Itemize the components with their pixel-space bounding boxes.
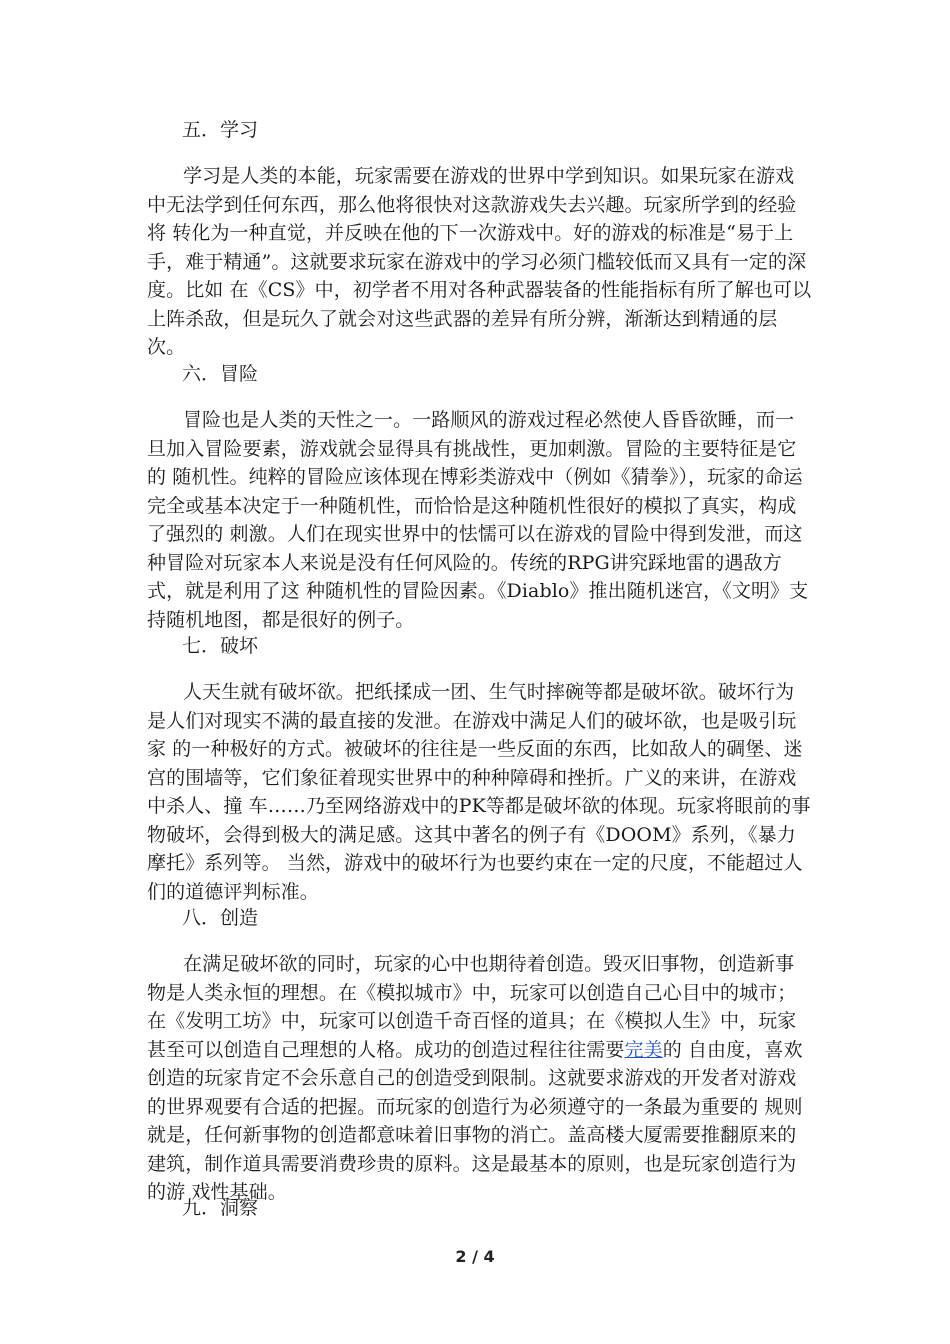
creation-text-before-link: 在满足破坏欲的同时，玩家的心中也期待着创造。毁灭旧事物，创造新事物是人类永恒的理想。在《模拟城市》中，玩家可以创造自己心目中的城市；在《发明工坊》中，玩家可以创造千奇百怪的道具；在《模拟人生》中，玩家甚至可以创造自己理想的人格。成功的创造过程往往需要: [147, 953, 797, 1061]
section-heading-adventure: 六．冒险: [182, 363, 259, 385]
section-paragraph-destruction: 人天生就有破坏欲。把纸揉成一团、生气时摔碗等都是破坏欲。破坏行为是人们对现实不满的最直接的发泄。在游戏中满足人们的破坏欲，也是吸引玩家 的一种极好的方式。被破坏的往往是一些反面的东西，比如敌人的碉堡、迷宫的围墙等，它们象征着现实世界中的种种障碍和挫折。广义的来讲，在游戏中杀人、撞 车……乃至网络游戏中的PK等都是破坏欲的体现。玩家将眼前的事物破坏，会得到极大的满足感。这其中著名的例子有《DOOM》系列，《暴力摩托》系列等。 当然，游戏中的破坏行为也要约束在一定的尺度，不能超过人们的道德评判标准。: [147, 681, 811, 903]
section-heading-learning: 五．学习: [182, 119, 259, 141]
section-paragraph-learning: 学习是人类的本能，玩家需要在游戏的世界中学到知识。如果玩家在游戏中无法学到任何东西，那么他将很快对这款游戏失去兴趣。玩家所学到的经验将 转化为一种直觉，并反映在他的下一次游戏中。好的游戏的标准是“易于上手，难于精通”。这就要求玩家在游戏中的学习必须门槛较低而又具有一定的深度。比如 在《CS》中，初学者不用对各种武器装备的性能指标有所了解也可以上阵杀敌，但是玩久了就会对这些武器的差异有所分辨，渐渐达到精通的层次。: [147, 165, 812, 358]
section-heading-insight: 九．洞察: [182, 1197, 259, 1219]
section-paragraph-adventure: 冒险也是人类的天性之一。一路顺风的游戏过程必然使人昏昏欲睡，而一旦加入冒险要素，游戏就会显得具有挑战性，更加刺激。冒险的主要特征是它的 随机性。纯粹的冒险应该体现在博彩类游戏中（例如《猜拳》），玩家的命运完全或基本决定于一种随机性，而恰恰是这种随机性很好的模拟了真实，构成了强烈的 刺激。人们在现实世界中的怯懦可以在游戏的冒险中得到发泄，而这种冒险对玩家本人来说是没有任何风险的。传统的RPG讲究踩地雷的遇敌方式，就是利用了这 种随机性的冒险因素。《Diablo》推出随机迷宫，《文明》支持随机地图，都是很好的例子。: [147, 409, 809, 631]
page-number: 2 / 4: [455, 1247, 495, 1266]
creation-text-after-link: 的 自由度，喜欢创造的玩家肯定不会乐意自己的创造受到限制。这就要求游戏的开发者对游戏的世界观要有合适的把握。而玩家的创造行为必须遵守的一条最为重要的 规则就是，任何新事物的创造都意味着旧事物的消亡。盖高楼大厦需要推翻原来的建筑，制作道具需要消费珍贵的原料。这是最基本的原则，也是玩家创造行为的游 戏性基础。: [147, 1038, 803, 1203]
section-paragraph-creation: [147, 950, 812, 1207]
section-heading-creation: 八．创造: [182, 907, 259, 929]
section-heading-destruction: 七．破坏: [182, 635, 259, 657]
perfect-link[interactable]: 完美: [624, 1038, 663, 1061]
